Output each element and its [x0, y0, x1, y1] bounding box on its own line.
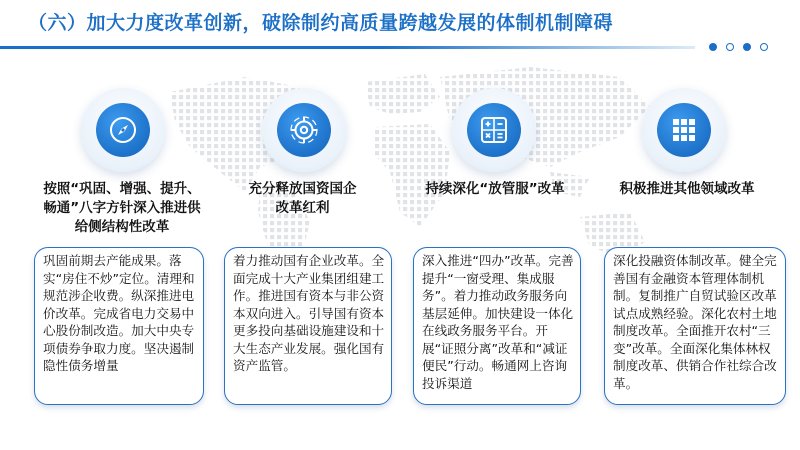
target-icon: [288, 114, 320, 146]
indicator-dot-filled: [709, 43, 717, 51]
column-body-box: 深入推进“四办”改革。完善提升“一窗受理、集成服务”。着力推动政务服务向基层延伸。加快建设一体化在线政务服务平台。开展“证照分离”改革和“减证便民”行动。畅通网上咨询投诉渠道: [413, 247, 581, 405]
calculator-icon: [478, 114, 510, 146]
icon-badge: [81, 88, 165, 172]
column-body-box: 深化投融资体制改革。健全完善国有金融资本管理体制机制。复制推广自贸试验区改革试点成熟经验。深化农村土地制度改革。全面推开农村“三变”改革。全面深化集体林权制度改革、供销合作社综合改革。: [604, 247, 786, 405]
column-heading: 按照“巩固、增强、提升、 畅通”八字方针深入推进供 给侧结构性改革: [43, 181, 201, 235]
column-heading: 持续深化“放管服”改革: [425, 181, 565, 197]
indicator-dot-filled: [743, 43, 751, 51]
icon-badge: [642, 88, 726, 172]
world-map-background: [150, 52, 670, 282]
title-underline: [0, 46, 695, 49]
column-body-box: 着力推动国有企业改革。全面完成十大产业集团组建工作。推进国有资本与非公资本双向进入。引导国有资本更多投向基础设施建设和十大生态产业发展。强化国有资产监管。: [224, 247, 392, 405]
indicator-dot-hollow: [726, 43, 734, 51]
column-heading: 充分释放国资国企 改革红利: [248, 181, 357, 216]
grid-icon: [669, 115, 699, 145]
compass-icon: [108, 115, 138, 145]
column-body-box: 巩固前期去产能成果。落实“房住不炒”定位。清理和规范涉企收费。纵深推进电价改革。完成省电力交易中心股份制改造。加大中央专项债券争取力度。坚决遏制隐性债务增量: [34, 247, 204, 405]
slide-title: （六）加大力度改革创新，破除制约高质量跨越发展的体制机制障碍: [28, 12, 614, 34]
page-indicator: [709, 40, 768, 54]
column-heading: 积极推进其他领域改革: [619, 181, 755, 197]
indicator-dot-hollow: [760, 43, 768, 51]
icon-badge: [452, 88, 536, 172]
icon-badge: [262, 88, 346, 172]
